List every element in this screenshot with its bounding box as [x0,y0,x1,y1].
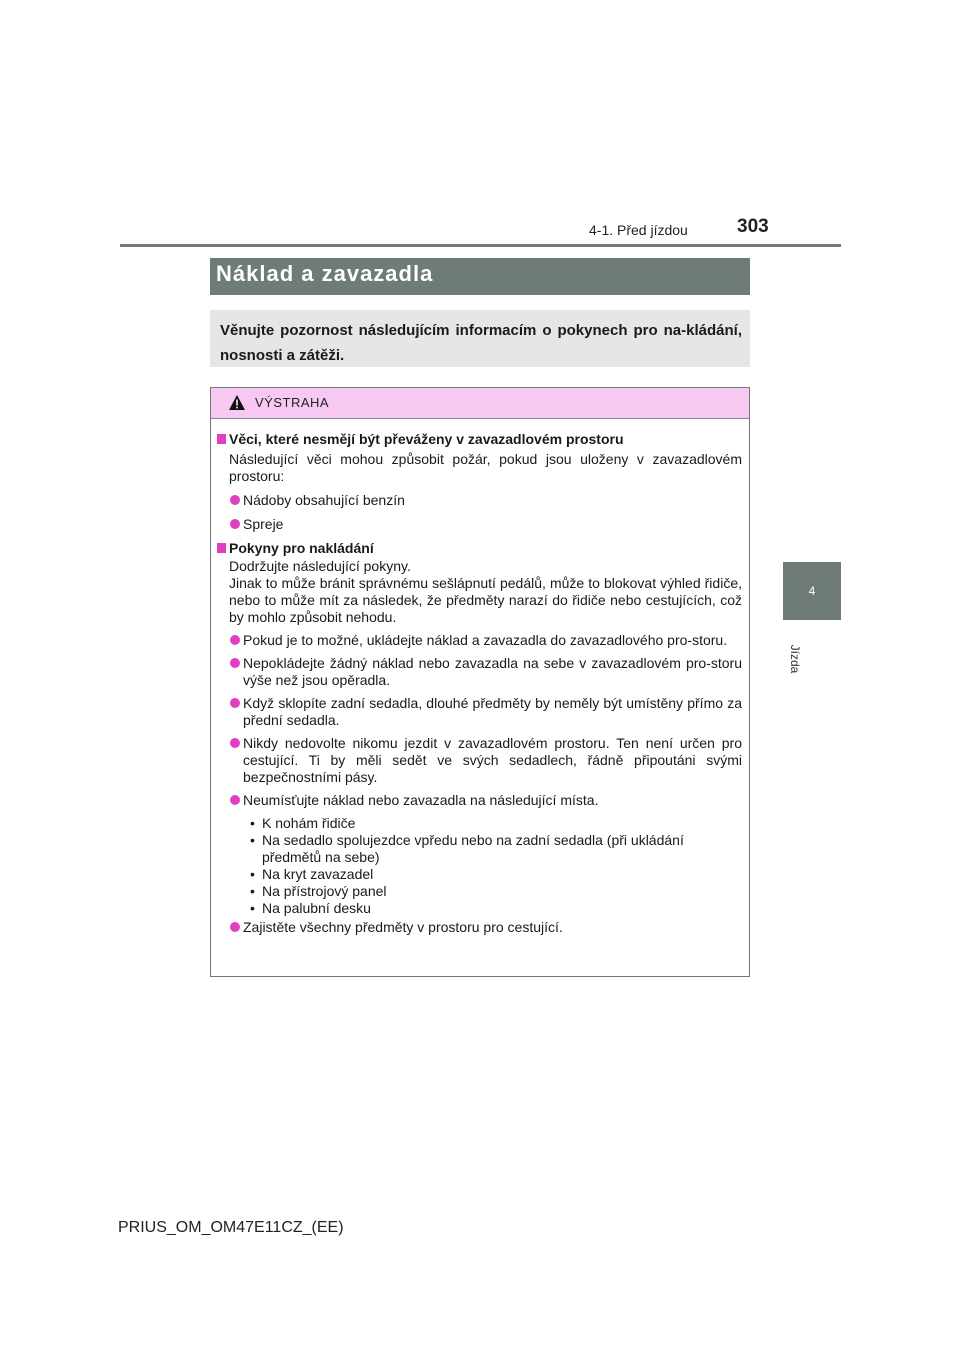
page-title: Náklad a zavazadla [210,258,750,295]
bullet-text: Nádoby obsahující benzín [243,492,405,508]
bullet-text: Neumísťujte náklad nebo zavazadla na následující místa. [243,792,599,808]
page-number: 303 [737,216,769,237]
section-title [217,540,742,557]
bullet-item [217,516,742,533]
side-tab-number: 4 [808,584,816,598]
section-title [217,431,742,448]
section-text: Jinak to může bránit správnému sešlápnutí pedálů, může to blokovat výhled řidiče, nebo to může mít za následek, že předměty narazí do řidiče nebo cestujících, což by mohlo způsobit nehodu. [229,575,742,625]
section-title-text: Pokyny pro nakládání [229,540,374,556]
warning-title: VÝSTRAHA [255,395,330,410]
bullet-item [217,792,742,809]
sub-item: • Na kryt zavazadel [250,866,374,882]
header-section-label: 4-1. Před jízdou [589,222,688,238]
side-tab-label: Jízda [788,644,802,674]
sub-item-text: Na kryt zavazadel [262,866,374,882]
document-code: PRIUS_OM_OM47E11CZ_(EE) [118,1219,344,1236]
bullet-item [217,919,742,936]
sub-item-text: Na sedadlo spolujezdce vpředu nebo na zadní sedadla (při ukládání předmětů na sebe) [262,832,684,865]
bullet-text: Spreje [243,516,284,532]
section-text: Dodržujte následující pokyny. [229,558,411,574]
header-rule [120,244,841,247]
bullet-item [217,655,742,689]
bullet-item [217,492,742,509]
bullet-text: Nepokládejte žádný náklad nebo zavazadla na sebe v zavazadlovém pro-storu výše než jsou opěradla. [243,655,742,688]
sub-item-text: Na přístrojový panel [262,883,387,899]
section-title-text: Věci, které nesmějí být převáženy v zavazadlovém prostoru [229,431,624,447]
side-tab [783,562,841,620]
warning-box [210,387,750,977]
sub-item: • Na palubní desku [250,900,371,916]
bullet-text: Nikdy nedovolte nikomu jezdit v zavazadlovém prostoru. Ten není určen pro cestující. Ti by měli sedět ve svých sedadlech, řádně připoutáni svými bezpečnostními pásy. [243,735,742,785]
section-text: Následující věci mohou způsobit požár, pokud jsou uloženy v zavazadlovém prostoru: [229,451,742,484]
warning-triangle-icon [228,394,246,411]
sub-item: • Na sedadlo spolujezdce vpředu nebo na zadní sedadla (při ukládání předmětů na sebe) [250,832,684,865]
warning-body [211,419,749,936]
sub-item-text: K nohám řidiče [262,815,356,831]
sub-item: • Na přístrojový panel [250,883,387,899]
bullet-item [217,695,742,729]
sub-item: • K nohám řidiče [250,815,356,831]
warning-header [211,388,749,419]
intro-box: Věnujte pozornost následujícím informacím o pokynech pro na-kládání, nosnosti a zátěži. [210,310,750,367]
bullet-text: Když sklopíte zadní sedadla, dlouhé předměty by neměly být umístěny přímo za přední sedadla. [243,695,742,728]
bullet-item [217,735,742,786]
bullet-item [217,632,742,649]
sub-item-text: Na palubní desku [262,900,371,916]
bullet-text: Pokud je to možné, ukládejte náklad a zavazadla do zavazadlového pro-storu. [243,632,728,648]
bullet-text: Zajistěte všechny předměty v prostoru pro cestující. [243,919,563,935]
